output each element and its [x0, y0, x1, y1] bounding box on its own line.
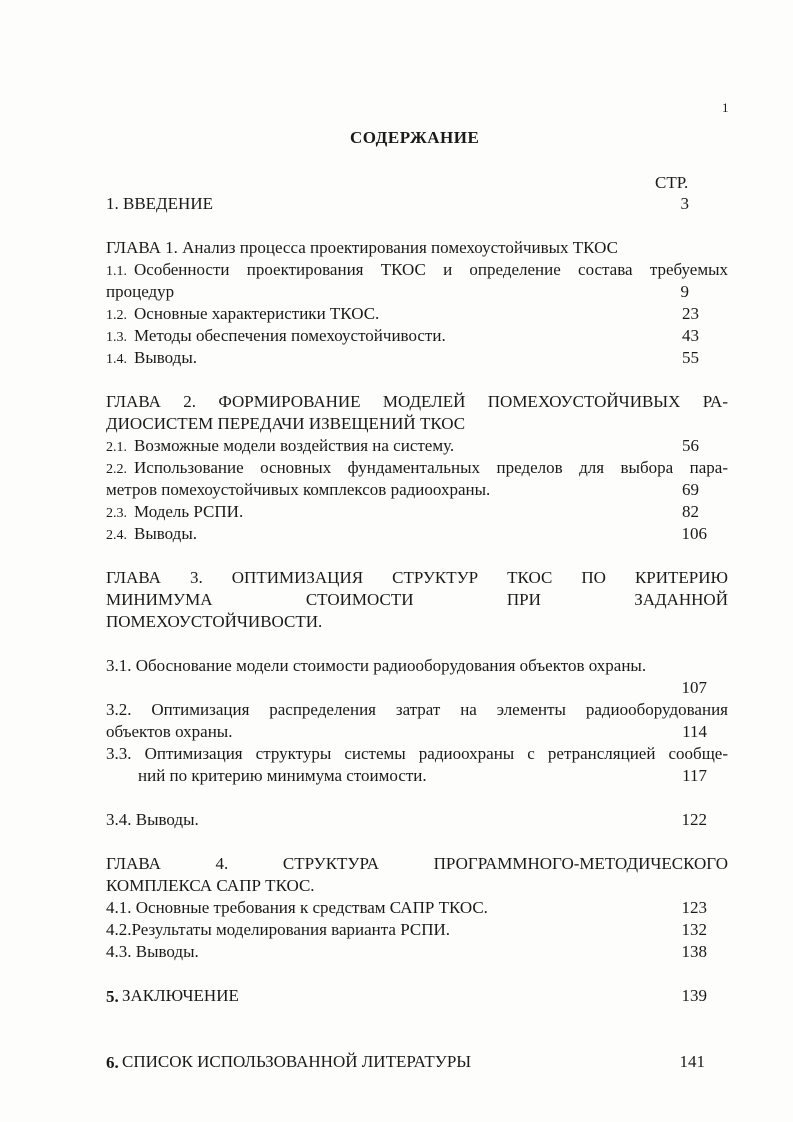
- section-3-4-text: 3.4. Выводы.: [106, 810, 199, 829]
- section-4-2-text: 4.2.Результаты моделирования варианта РСПИ.: [106, 920, 451, 939]
- section-4-3-page: 138: [681, 942, 707, 961]
- section-1-3-page: 43: [682, 326, 699, 345]
- section-1-2-number: 1.2.: [106, 308, 127, 323]
- chapter-4-heading-line1: ГЛАВА 4. СТРУКТУРА ПРОГРАММНОГО-МЕТОДИЧЕСКОГО: [106, 854, 728, 873]
- section-3-3-text-line2: ний по критерию минимума стоимости.: [138, 766, 427, 785]
- section-1-1-text-line2: процедур: [106, 282, 175, 301]
- section-1-3-number: 1.3.: [106, 330, 127, 345]
- section-3-1-page: 107: [681, 678, 707, 697]
- conclusion-page: 139: [681, 986, 707, 1005]
- section-4-1-page: 123: [681, 898, 707, 917]
- section-2-2-text-line2: метров помехоустойчивых комплексов радиоохраны.: [106, 480, 491, 499]
- section-4-1-text: 4.1. Основные требования к средствам САПР ТКОС.: [106, 898, 488, 917]
- section-1-1-number: 1.1.: [106, 264, 127, 279]
- section-1-4-number: 1.4.: [106, 352, 127, 367]
- section-2-3-number: 2.3.: [106, 506, 127, 521]
- references-page: 141: [679, 1052, 705, 1071]
- conclusion-label: ЗАКЛЮЧЕНИЕ: [122, 986, 239, 1005]
- section-1-1-page: 9: [680, 282, 689, 301]
- section-2-4-number: 2.4.: [106, 528, 127, 543]
- section-3-1-text: 3.1. Обоснование модели стоимости радиооборудования объектов охраны.: [106, 656, 647, 675]
- section-3-3-page: 117: [682, 766, 707, 785]
- section-4-3-text: 4.3. Выводы.: [106, 942, 199, 961]
- section-2-4-page: 106: [681, 524, 707, 543]
- references-label: СПИСОК ИСПОЛЬЗОВАННОЙ ЛИТЕРАТУРЫ: [122, 1052, 472, 1071]
- section-2-2-text-line1: Использование основных фундаментальных пределов для выбора пара-: [134, 458, 728, 477]
- section-1-2-page: 23: [682, 304, 699, 323]
- section-3-2-text-line2: объектов охраны.: [106, 722, 233, 741]
- section-2-2-page: 69: [682, 480, 699, 499]
- chapter-3-heading-line1: ГЛАВА 3. ОПТИМИЗАЦИЯ СТРУКТУР ТКОС ПО КРИТЕРИЮ: [106, 568, 728, 587]
- section-4-2-page: 132: [681, 920, 707, 939]
- section-1-3-text: Методы обеспечения помехоустойчивости.: [134, 326, 446, 345]
- chapter-2-heading-line2: ДИОСИСТЕМ ПЕРЕДАЧИ ИЗВЕЩЕНИЙ ТКОС: [106, 414, 466, 433]
- section-2-3-text: Модель РСПИ.: [134, 502, 244, 521]
- chapter-4-heading-line2: КОМПЛЕКСА САПР ТКОС.: [106, 876, 315, 895]
- section-2-4-text: Выводы.: [134, 524, 198, 543]
- section-1-4-page: 55: [682, 348, 699, 367]
- section-1-4-text: Выводы.: [134, 348, 198, 367]
- section-3-2-text-line1: 3.2. Оптимизация распределения затрат на элементы радиооборудования: [106, 700, 728, 719]
- section-2-2-number: 2.2.: [106, 462, 127, 477]
- page-title: СОДЕРЖАНИЕ: [350, 128, 480, 147]
- page-column-header: СТР.: [655, 173, 689, 192]
- toc-intro-page: 3: [680, 194, 689, 213]
- section-3-4-page: 122: [681, 810, 707, 829]
- toc-intro-label: 1. ВВЕДЕНИЕ: [106, 194, 213, 213]
- chapter-2-heading-line1: ГЛАВА 2. ФОРМИРОВАНИЕ МОДЕЛЕЙ ПОМЕХОУСТОЙЧИВЫХ РА-: [106, 392, 728, 411]
- section-2-1-number: 2.1.: [106, 440, 127, 455]
- section-2-3-page: 82: [682, 502, 699, 521]
- page-number: 1: [722, 100, 729, 115]
- section-3-3-text-line1: 3.3. Оптимизация структуры системы радиоохраны с ретрансляцией сообще-: [106, 744, 728, 763]
- section-2-1-text: Возможные модели воздействия на систему.: [134, 436, 455, 455]
- chapter-1-heading: ГЛАВА 1. Анализ процесса проектирования помехоустойчивых ТКОС: [106, 238, 618, 257]
- section-3-2-page: 114: [682, 722, 707, 741]
- chapter-3-heading-line3: ПОМЕХОУСТОЙЧИВОСТИ.: [106, 612, 323, 631]
- section-1-1-text-line1: Особенности проектирования ТКОС и определение состава требуемых: [134, 260, 728, 279]
- section-1-2-text: Основные характеристики ТКОС.: [134, 304, 380, 323]
- section-2-1-page: 56: [682, 436, 699, 455]
- references-number: 6.: [106, 1053, 119, 1072]
- conclusion-number: 5.: [106, 987, 119, 1006]
- chapter-3-heading-line2: МИНИМУМА СТОИМОСТИ ПРИ ЗАДАННОЙ: [106, 590, 728, 609]
